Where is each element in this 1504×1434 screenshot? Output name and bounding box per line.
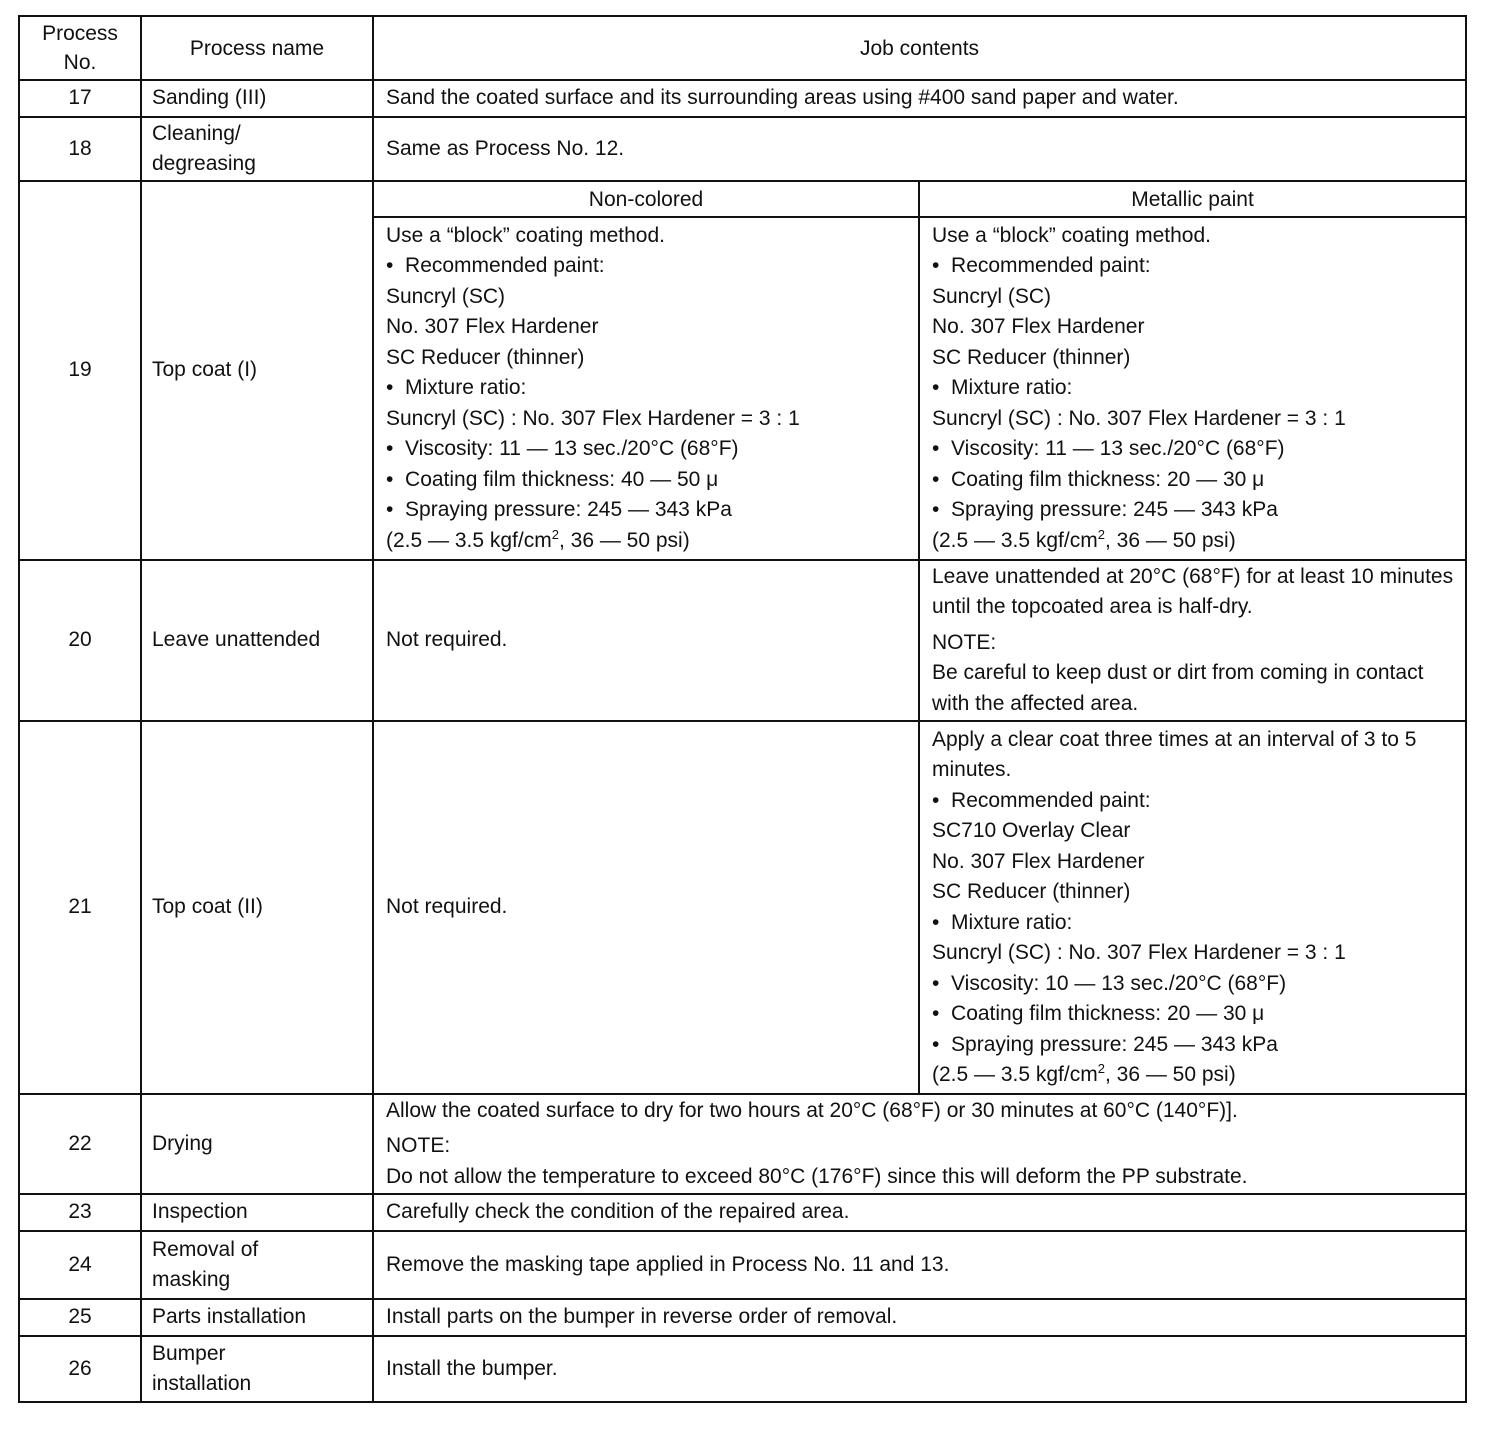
viscosity: • Viscosity: 11 — 13 sec./20°C (68°F) <box>386 434 908 465</box>
process-table <box>18 15 1467 1403</box>
metallic-paint-instructions <box>919 721 1466 1094</box>
header-process-no <box>19 16 141 80</box>
pressure-conversion-a: (2.5 — 3.5 kgf/cm <box>932 1063 1098 1086</box>
non-colored-instructions: Not required. <box>373 721 919 1094</box>
film-thickness: • Coating film thickness: 20 — 30 μ <box>932 465 1455 496</box>
metallic-paint-instructions <box>919 217 1466 560</box>
paint-item: Suncryl (SC) <box>386 284 506 308</box>
paint-item: No. 307 Flex Hardener <box>932 315 1145 339</box>
table-row <box>19 1094 1466 1194</box>
film-thickness: • Coating film thickness: 40 — 50 μ <box>386 465 908 496</box>
process-no: 22 <box>19 1094 141 1194</box>
pressure-conversion-sup: 2 <box>551 526 559 542</box>
note-label: NOTE: <box>386 1134 451 1158</box>
spraying-pressure: • Spraying pressure: 245 — 343 kPa <box>932 1030 1455 1061</box>
table-row <box>19 1336 1466 1402</box>
pressure-conversion-b: , 36 — 50 psi) <box>1104 528 1236 552</box>
metallic-paint-instructions <box>919 560 1466 721</box>
job-contents: Install parts on the bumper in reverse order of removal. <box>373 1299 1466 1336</box>
process-name: Inspection <box>141 1194 373 1231</box>
header-process-name: Process name <box>141 16 373 80</box>
process-name: Drying <box>141 1094 373 1194</box>
header-process-no-line1: Process <box>42 22 118 45</box>
process-name: Top coat (II) <box>141 721 373 1094</box>
note-text: Be careful to keep dust or dirt from coming in contact with the affected area. <box>932 661 1424 715</box>
recommended-paint-label: • Recommended paint: <box>932 251 1455 282</box>
drying-text: Allow the coated surface to dry for two hours at 20°C (68°F) or 30 minutes at 60°C (140°F)]. <box>386 1098 1238 1122</box>
process-name-line2: masking <box>152 1268 231 1291</box>
process-no: 24 <box>19 1231 141 1299</box>
process-no: 20 <box>19 560 141 721</box>
process-no: 18 <box>19 117 141 181</box>
job-contents: Carefully check the condition of the repaired area. <box>373 1194 1466 1231</box>
process-name: Parts installation <box>141 1299 373 1336</box>
mixture-ratio-label: • Mixture ratio: <box>932 908 1455 939</box>
spraying-pressure: • Spraying pressure: 245 — 343 kPa <box>386 495 908 526</box>
non-colored-instructions <box>373 217 919 560</box>
job-contents: Same as Process No. 12. <box>373 117 1466 181</box>
table-header-row <box>19 16 1466 80</box>
mixture-ratio: Suncryl (SC) : No. 307 Flex Hardener = 3 : 1 <box>386 406 800 430</box>
pressure-conversion <box>386 526 908 557</box>
coating-method: Use a “block” coating method. <box>386 223 665 247</box>
header-process-no-line2: No. <box>63 51 97 74</box>
paint-item: Suncryl (SC) <box>932 284 1052 308</box>
pressure-conversion <box>932 1060 1455 1091</box>
process-name-line1: Cleaning/ <box>152 121 241 145</box>
pressure-conversion <box>932 526 1455 557</box>
table-row <box>19 560 1466 721</box>
table-row <box>19 181 1466 217</box>
paint-item: No. 307 Flex Hardener <box>386 315 599 339</box>
process-name: Sanding (III) <box>141 80 373 117</box>
viscosity: • Viscosity: 11 — 13 sec./20°C (68°F) <box>932 434 1455 465</box>
coating-method: Use a “block” coating method. <box>932 223 1211 247</box>
paint-item: No. 307 Flex Hardener <box>932 849 1145 873</box>
paint-item: SC Reducer (thinner) <box>386 345 585 369</box>
process-name-line2: degreasing <box>152 152 256 175</box>
mixture-ratio-label: • Mixture ratio: <box>386 373 908 404</box>
pressure-conversion-sup: 2 <box>1097 1061 1105 1076</box>
process-name <box>141 1231 373 1299</box>
table-row <box>19 1299 1466 1336</box>
process-no: 23 <box>19 1194 141 1231</box>
note-label: NOTE: <box>932 630 997 654</box>
mixture-ratio: Suncryl (SC) : No. 307 Flex Hardener = 3 : 1 <box>932 941 1346 964</box>
recommended-paint-label: • Recommended paint: <box>386 251 908 282</box>
process-name: Top coat (I) <box>141 181 373 560</box>
process-name-line2: installation <box>152 1372 252 1395</box>
process-name-line1: Removal of <box>152 1237 259 1261</box>
job-contents <box>373 1094 1466 1194</box>
paint-item: SC710 Overlay Clear <box>932 819 1131 842</box>
paint-item: SC Reducer (thinner) <box>932 880 1131 903</box>
pressure-conversion-a: (2.5 — 3.5 kgf/cm <box>386 528 552 552</box>
process-no: 19 <box>19 181 141 560</box>
paint-item: SC Reducer (thinner) <box>932 345 1131 369</box>
process-name <box>141 1336 373 1402</box>
job-contents: Install the bumper. <box>373 1336 1466 1402</box>
pressure-conversion-b: , 36 — 50 psi) <box>558 528 690 552</box>
process-no: 17 <box>19 80 141 117</box>
subheader-non-colored: Non-colored <box>373 181 919 217</box>
pressure-conversion-sup: 2 <box>1097 526 1105 542</box>
process-no: 25 <box>19 1299 141 1336</box>
job-contents: Sand the coated surface and its surrounding areas using #400 sand paper and water. <box>373 80 1466 117</box>
mixture-ratio: Suncryl (SC) : No. 307 Flex Hardener = 3 : 1 <box>932 406 1346 430</box>
table-row <box>19 80 1466 117</box>
spraying-pressure: • Spraying pressure: 245 — 343 kPa <box>932 495 1455 526</box>
leave-unattended-text: Leave unattended at 20°C (68°F) for at least 10 minutes until the topcoated area is half-dry. <box>932 564 1454 619</box>
note-text: Do not allow the temperature to exceed 80°C (176°F) since this will deform the PP substrate. <box>386 1164 1248 1188</box>
clear-coat-intro: Apply a clear coat three times at an interval of 3 to 5 minutes. <box>932 727 1417 781</box>
process-name: Leave unattended <box>141 560 373 721</box>
header-job-contents: Job contents <box>373 16 1466 80</box>
pressure-conversion-b: , 36 — 50 psi) <box>1104 1063 1236 1086</box>
mixture-ratio-label: • Mixture ratio: <box>932 373 1455 404</box>
subheader-metallic-paint: Metallic paint <box>919 181 1466 217</box>
job-contents: Remove the masking tape applied in Process No. 11 and 13. <box>373 1231 1466 1299</box>
non-colored-instructions: Not required. <box>373 560 919 721</box>
table-row <box>19 1231 1466 1299</box>
table-row <box>19 117 1466 181</box>
process-name <box>141 117 373 181</box>
process-name-line1: Bumper <box>152 1341 226 1365</box>
table-row <box>19 721 1466 1094</box>
process-no: 26 <box>19 1336 141 1402</box>
table-row <box>19 1194 1466 1231</box>
recommended-paint-label: • Recommended paint: <box>932 786 1455 817</box>
viscosity: • Viscosity: 10 — 13 sec./20°C (68°F) <box>932 969 1455 1000</box>
process-no: 21 <box>19 721 141 1094</box>
film-thickness: • Coating film thickness: 20 — 30 μ <box>932 999 1455 1030</box>
pressure-conversion-a: (2.5 — 3.5 kgf/cm <box>932 528 1098 552</box>
